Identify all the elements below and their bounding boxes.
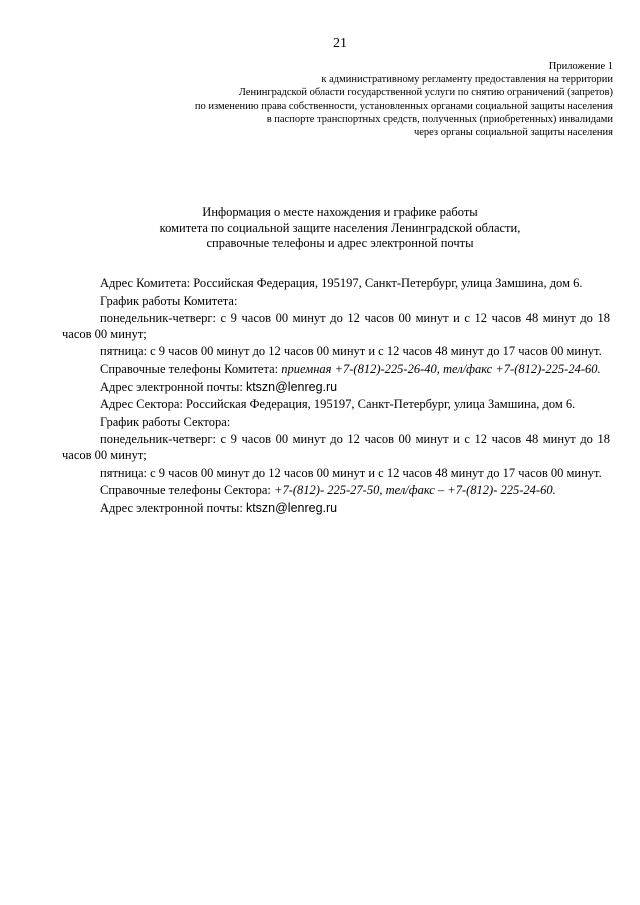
- document-body: [62, 276, 610, 518]
- committee-email: [62, 380, 610, 396]
- committee-schedule-mon-thu: понедельник-четверг: с 9 часов 00 минут до 12 часов 00 минут и с 12 часов 48 минут до 18 часов 00 минут;: [62, 311, 610, 341]
- sector-phones-value: +7-(812)- 225-27-50, тел/факс – +7-(812)- 225-24-60.: [274, 483, 556, 498]
- committee-address: Адрес Комитета: Российская Федерация, 195197, Санкт-Петербург, улица Замшина, дом 6.: [100, 276, 583, 290]
- document-title: [0, 205, 640, 252]
- title-line: справочные телефоны и адрес электронной почты: [206, 236, 474, 250]
- sector-schedule-mon-thu: понедельник-четверг: с 9 часов 00 минут до 12 часов 00 минут и с 12 часов 48 минут до 18 часов 00 минут;: [62, 432, 610, 462]
- appendix-line: в паспорте транспортных средств, полученных (приобретенных) инвалидами: [266, 113, 613, 125]
- title-line: Информация о месте нахождения и графике работы: [202, 205, 478, 219]
- appendix-line: Ленинградской области государственной услуги по снятию ограничений (запретов): [238, 87, 613, 99]
- committee-phones: [62, 362, 610, 378]
- appendix-line: к административному регламенту предоставления на территории: [321, 74, 613, 86]
- committee-phones-value: приемная +7-(812)-225-26-40, тел/факс +7-(812)-225-24-60.: [281, 361, 601, 376]
- sector-email-label: Адрес электронной почты:: [100, 500, 246, 515]
- committee-email-label: Адрес электронной почты:: [100, 379, 246, 394]
- title-line: комитета по социальной защите населения Ленинградской области,: [159, 220, 521, 235]
- appendix-line: через органы социальной защиты населения: [413, 127, 613, 139]
- sector-phones: [62, 483, 610, 499]
- committee-email-link[interactable]: ktszn@lenreg.ru: [245, 379, 338, 394]
- committee-schedule-heading: График работы Комитета:: [100, 293, 238, 308]
- sector-address: Адрес Сектора: Российская Федерация, 195197, Санкт-Петербург, улица Замшина, дом 6.: [100, 397, 576, 412]
- committee-schedule-fri: пятница: с 9 часов 00 минут до 12 часов 00 минут и с 12 часов 48 минут до 17 часов 00 минут.: [100, 344, 602, 359]
- sector-email: [62, 501, 610, 517]
- sector-schedule-heading: График работы Сектора:: [100, 414, 231, 429]
- sector-email-link[interactable]: ktszn@lenreg.ru: [245, 500, 338, 515]
- appendix-header: [93, 60, 613, 139]
- appendix-line: по изменению права собственности, установленных органами социальной защиты населения: [194, 100, 613, 112]
- committee-phones-label: Справочные телефоны Комитета:: [100, 361, 282, 376]
- sector-schedule-fri: пятница: с 9 часов 00 минут до 12 часов 00 минут и с 12 часов 48 минут до 17 часов 00 минут.: [100, 465, 602, 480]
- appendix-line: Приложение 1: [548, 61, 613, 72]
- page-number: 21: [333, 36, 347, 51]
- sector-phones-label: Справочные телефоны Сектора:: [100, 483, 275, 498]
